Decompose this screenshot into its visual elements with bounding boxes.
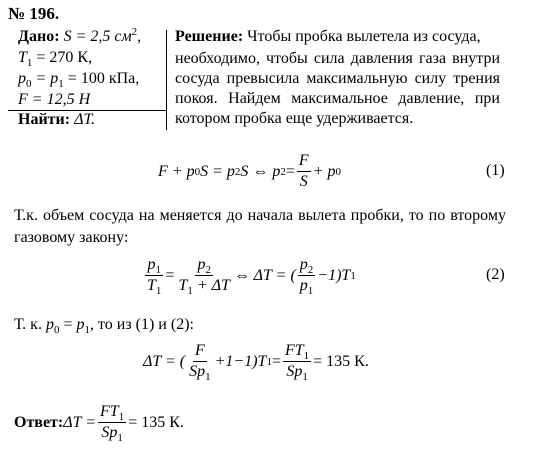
given-label: Дано: bbox=[18, 28, 60, 45]
para3-text-b: , то из (1) и (2): bbox=[89, 316, 194, 333]
eq1-frac-num: F bbox=[297, 152, 311, 172]
given-p1-sub: 1 bbox=[58, 78, 64, 90]
eq3-mid: +1−1)T bbox=[214, 352, 267, 370]
solution-text-1: Чтобы пробка вылетела из сосуда, bbox=[243, 28, 481, 45]
eq1-tail: + p bbox=[312, 162, 336, 180]
given-line-4 bbox=[18, 91, 90, 109]
equation-2: $\frac{p_1}{T_1}$ = $\frac{p_2}{T_1 + \Delta T}$ ⇔ ΔT = ( $\frac{p_2}{p_1}$ −1)T 1 bbox=[147, 256, 356, 297]
eq3-f1-den: Sp bbox=[189, 363, 206, 380]
eq1-frac-den: S bbox=[299, 173, 308, 190]
equation-3: ΔT = ( $\frac{F}{Sp_1}$ +1−1)T 1 = $\frac{FT_1}{Sp_1}$ = 135 К. bbox=[143, 342, 369, 383]
given-pressure-val: = 100 кПа, bbox=[63, 70, 140, 87]
eq3-f1-num: F bbox=[193, 342, 207, 362]
answer-lhs: ΔT = bbox=[63, 413, 97, 431]
para3-p1-sub: 1 bbox=[84, 324, 90, 336]
eq2-f2-den-sub: 1 bbox=[187, 285, 193, 297]
solution-line-1 bbox=[175, 28, 481, 46]
para3-p0-sub: 0 bbox=[53, 324, 60, 336]
eq3-f2-den: Sp bbox=[286, 363, 303, 380]
eq1-lhs3: S ⇔ p bbox=[240, 162, 281, 180]
eq2-tail: −1)T bbox=[317, 266, 351, 284]
eq1-equals: = bbox=[285, 162, 295, 180]
eq2-fraction-1 bbox=[145, 256, 163, 295]
eq2-f2-num-sub: 2 bbox=[205, 264, 211, 276]
problem-number: № 196. bbox=[8, 4, 60, 23]
eq1-lhs2: S = p bbox=[200, 162, 235, 180]
eq3-equals: = bbox=[271, 352, 281, 370]
given-temp-val: = 270 К, bbox=[32, 49, 93, 66]
given-p0-sub: 0 bbox=[26, 78, 32, 90]
eq1-number: (1) bbox=[486, 162, 505, 179]
eq3-fraction-1 bbox=[187, 342, 213, 381]
given-temp-sub: 1 bbox=[26, 57, 33, 69]
answer-line bbox=[14, 403, 184, 442]
find-label: Найти: bbox=[18, 111, 71, 128]
eq3-fraction-2 bbox=[283, 342, 311, 381]
para3-p0: p bbox=[45, 316, 54, 333]
answer-f-den-sub: 1 bbox=[117, 432, 123, 444]
paragraph-2: Т.к. объем сосуда на меняется до начала вылета пробки, то по второму газовому закону: bbox=[14, 207, 506, 246]
eq3-f2-num: FT bbox=[284, 342, 304, 359]
solution-text-rest: необходимо, чтобы сила давления газа внутри сосуда превысила максимальную силу трения покоя. Найдем максимальное давление, при котором пробка еще удерживается. bbox=[175, 50, 500, 127]
given-vertical-rule bbox=[166, 30, 167, 130]
eq1-fraction bbox=[297, 152, 311, 191]
answer-f-num-sub: 1 bbox=[118, 411, 125, 423]
eq2-equals: = bbox=[165, 266, 175, 284]
eq3-lhs: ΔT = ( bbox=[143, 352, 186, 370]
eq2-f2-num: p bbox=[197, 256, 206, 273]
eq3-result: = 135 К. bbox=[313, 352, 369, 370]
answer-f-den: Sp bbox=[101, 424, 118, 441]
given-line-3 bbox=[18, 70, 139, 88]
given-line-1: Дано: S = 2,5 $см^2$, bbox=[18, 26, 142, 45]
para3-p1: p bbox=[76, 316, 85, 333]
eq2-f1-num-sub: 1 bbox=[155, 264, 161, 276]
answer-f-num: FT bbox=[100, 403, 119, 420]
eq2-f1-den-sub: 1 bbox=[155, 285, 162, 297]
eq2-f3-num: p bbox=[299, 256, 308, 273]
eq2-fraction-3 bbox=[298, 256, 316, 295]
given-line-2 bbox=[18, 49, 92, 67]
eq2-f1-den: T bbox=[147, 277, 156, 294]
given-p1-var: = p bbox=[31, 70, 59, 87]
eq2-f3-den: p bbox=[299, 277, 308, 294]
eq3-f1-den-sub: 1 bbox=[205, 371, 211, 383]
eq2-fraction-2 bbox=[176, 256, 232, 295]
para3-equals: = bbox=[59, 316, 77, 333]
equation-1: F + p 0 S = p 2 S ⇔ p 2 = $\frac{F}{S}$ + p 0 bbox=[158, 152, 341, 190]
answer-fraction bbox=[98, 403, 126, 442]
given-temp-var: T bbox=[18, 49, 27, 66]
paragraph-3 bbox=[14, 316, 194, 334]
eq2-f3-num-sub: 2 bbox=[307, 264, 314, 276]
eq2-f3-den-sub: 1 bbox=[307, 285, 314, 297]
eq2-f2-den-tail: + ΔT bbox=[192, 277, 230, 294]
answer-label: Ответ: bbox=[14, 413, 64, 431]
eq2-number: (2) bbox=[486, 266, 505, 283]
given-area-sup: 2 bbox=[131, 26, 138, 38]
eq2-f2-den: T bbox=[178, 277, 188, 294]
given-area: S = 2,5 см bbox=[63, 28, 132, 45]
eq1-lhs: F + p bbox=[158, 162, 195, 180]
find-line bbox=[18, 111, 95, 129]
para3-text-a: Т. к. bbox=[14, 316, 46, 333]
eq3-f2-den-sub: 1 bbox=[302, 371, 308, 383]
eq2-arrow: ⇔ ΔT = ( bbox=[233, 266, 296, 284]
eq3-f2-num-sub: 1 bbox=[303, 350, 310, 362]
given-p0-var: p bbox=[18, 70, 26, 87]
solution-label: Решение: bbox=[175, 28, 244, 45]
given-force: F = 12,5 Н bbox=[18, 91, 91, 108]
answer-result: = 135 К. bbox=[128, 413, 184, 431]
find-value: ΔT. bbox=[74, 111, 96, 128]
eq2-f1-num: p bbox=[147, 256, 156, 273]
